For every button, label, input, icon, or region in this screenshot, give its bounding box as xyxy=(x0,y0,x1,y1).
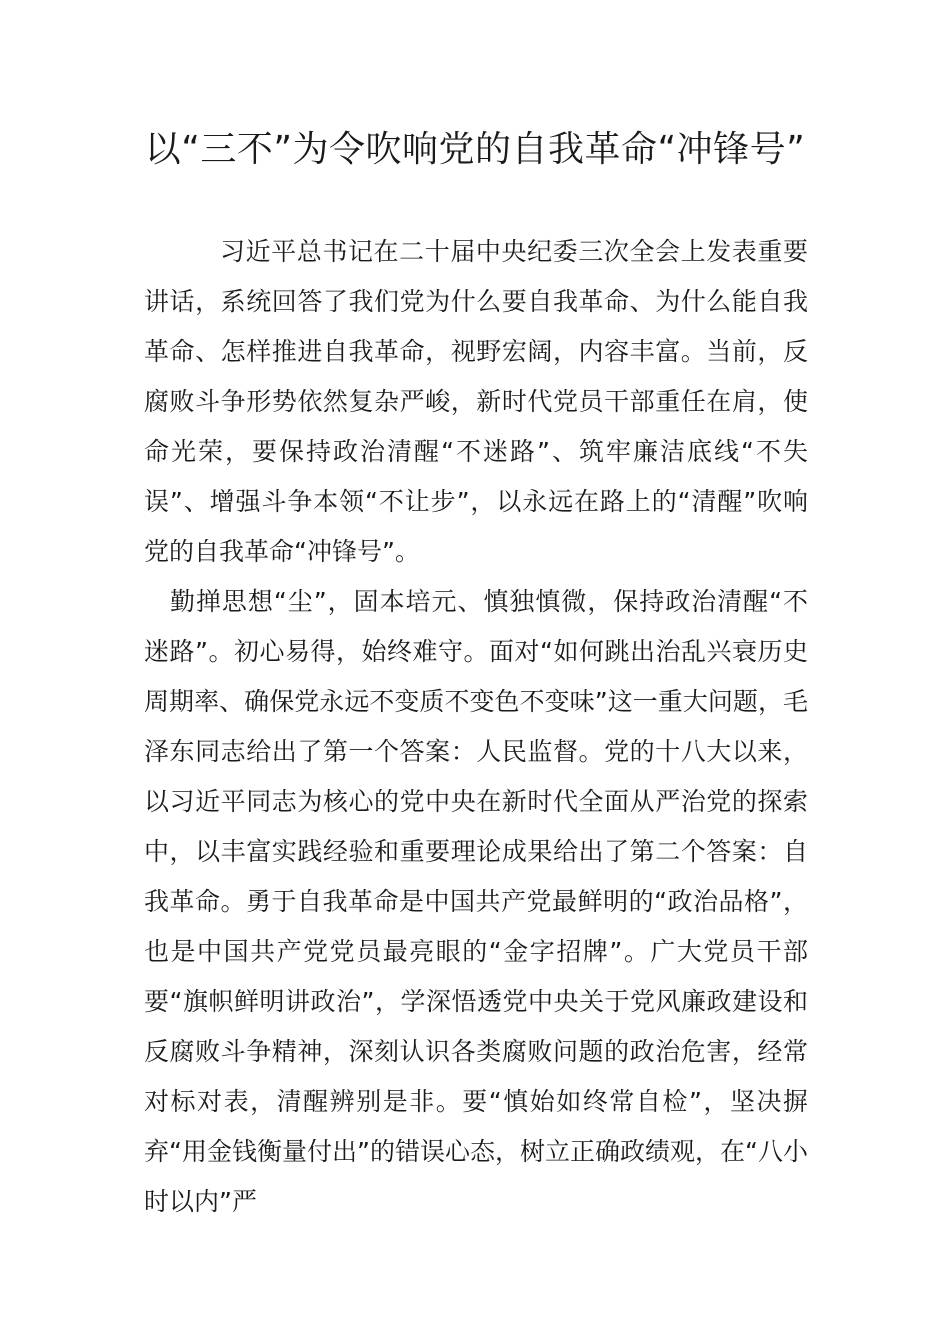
paragraph-section-1: 勤掸思想“尘”，固本培元、慎独慎微，保持政治清醒“不迷路”。初心易得，始终难守。面对“如何跳出治乱兴衰历史周期率、确保党永远不变质不变色不变味”这一重大问题，毛泽东同志给出了第一个答案：人民监督。党的十八大以来，以习近平同志为核心的党中央在新时代全面从严治党的探索中，以丰富实践经验和重要理论成果给出了第二个答案：自我革命。勇于自我革命是中国共产党最鲜明的“政治品格”，也是中国共产党党员最亮眼的“金字招牌”。广大党员干部要“旗帜鲜明讲政治”，学深悟透党中央关于党风廉政建设和反腐败斗争精神，深刻认识各类腐败问题的政治危害，经常对标对表，清醒辨别是非。要“慎始如终常自检”，坚决摒弃“用金钱衡量付出”的错误心态，树立正确政绩观，在“八小时以内”严 xyxy=(144,587,808,1216)
paragraph-intro: 习近平总书记在二十届中央纪委三次全会上发表重要讲话，系统回答了我们党为什么要自我革命、为什么能自我革命、怎样推进自我革命，视野宏阔，内容丰富。当前，反腐败斗争形势依然复杂严峻，新时代党员干部重任在肩，使命光荣，要保持政治清醒“不迷路”、筑牢廉洁底线“不失误”、增强斗争本领“不让步”，以永远在路上的“清醒”吹响党的自我革命“冲锋号”。 xyxy=(144,237,808,566)
document-body xyxy=(144,227,808,1227)
document-title: 以“三不”为令吹响党的自我革命“冲锋号” xyxy=(144,129,806,170)
